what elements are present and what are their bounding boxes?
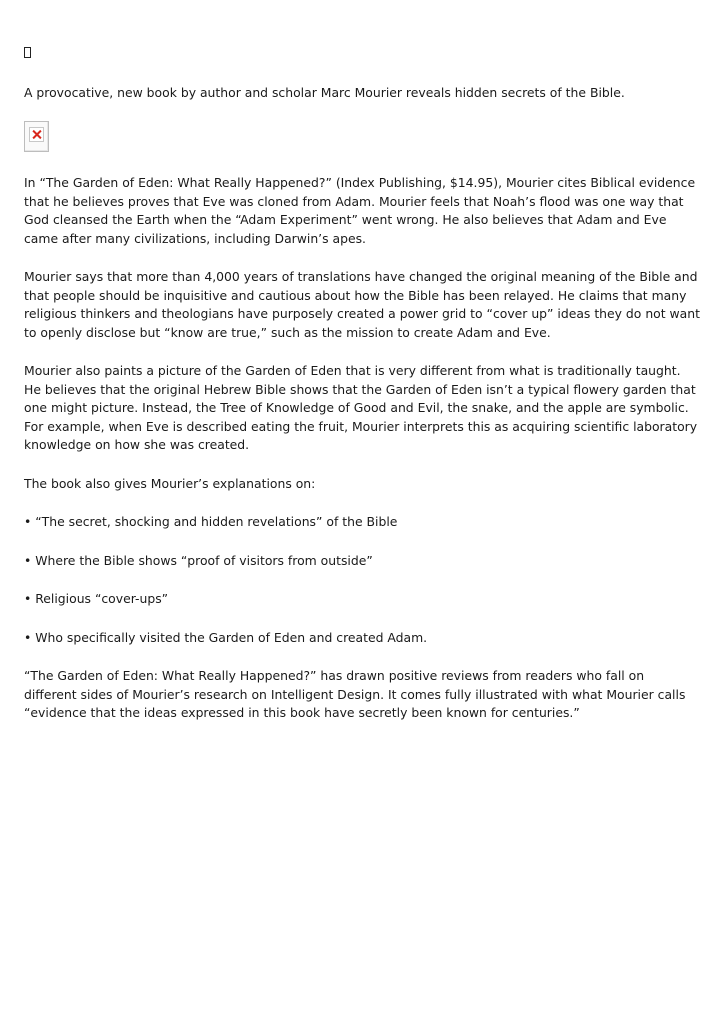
broken-image-icon[interactable]	[24, 121, 49, 152]
bullet-item: • Religious “cover-ups”	[24, 591, 169, 606]
article-body	[24, 174, 700, 743]
red-x-icon	[29, 127, 44, 142]
missing-glyph-icon	[24, 47, 31, 58]
bullet-item: • Who specifically visited the Garden of Eden and created Adam.	[24, 629, 428, 645]
bullet-item: • “The secret, shocking and hidden revelations” of the Bible	[24, 514, 398, 529]
paragraph-cloning-start: In “The Garden of Eden: What Really Happened?” (Index Publishing, $14.95), Mourier cites Biblical evidence that he believes proves that Eve was cloned from Adam. Mourier feels that Noah’s	[24, 175, 696, 209]
paragraph-translations: Mourier says that more than 4,000 years of translations have changed the original meaning of the Bible and that people should be inquisitive and cautious about how the Bible has been relayed. He claims that many religious thinkers and theologians have purposely created a power grid to “cover up” ideas they do not want to openly disclose but “know are true,” such as the mission to create Adam and Eve.	[24, 269, 700, 340]
paragraph-explanations-intro: The book also gives Mourier’s explanations on:	[24, 475, 316, 491]
paragraph-cloning-end: flood was one way that God cleansed the Earth when the “Adam Experiment” went wrong. He also believes that Adam and Eve came after many civilizations, including Darwin’s apes.	[24, 193, 684, 246]
paragraph-reviews: “The Garden of Eden: What Really Happened?” has drawn positive reviews from readers who fall on different sides of Mourier’s research on Intelligent Design. It comes fully illustrated with what Mourier calls “evidence that the ideas expressed in this book have secretly been known for centuries.”	[24, 668, 686, 720]
bullet-item: • Where the Bible shows “proof of visitors from outside”	[24, 552, 373, 568]
paragraph-cloning	[24, 174, 700, 248]
intro-sentence: A provocative, new book by author and scholar Marc Mourier reveals hidden secrets of the Bible.	[24, 85, 625, 100]
paragraph-garden: Mourier also paints a picture of the Garden of Eden that is very different from what is traditionally taught. He believes that the original Hebrew Bible shows that the Garden of Eden isn’t a typical flowery garden that one might picture. Instead, the Tree of Knowledge of Good and Evil, the snake, and the apple are symbolic. For example, when Eve is described eating the fruit, Mourier interprets this as acquiring scientific laboratory knowledge on how she was created.	[24, 363, 698, 452]
